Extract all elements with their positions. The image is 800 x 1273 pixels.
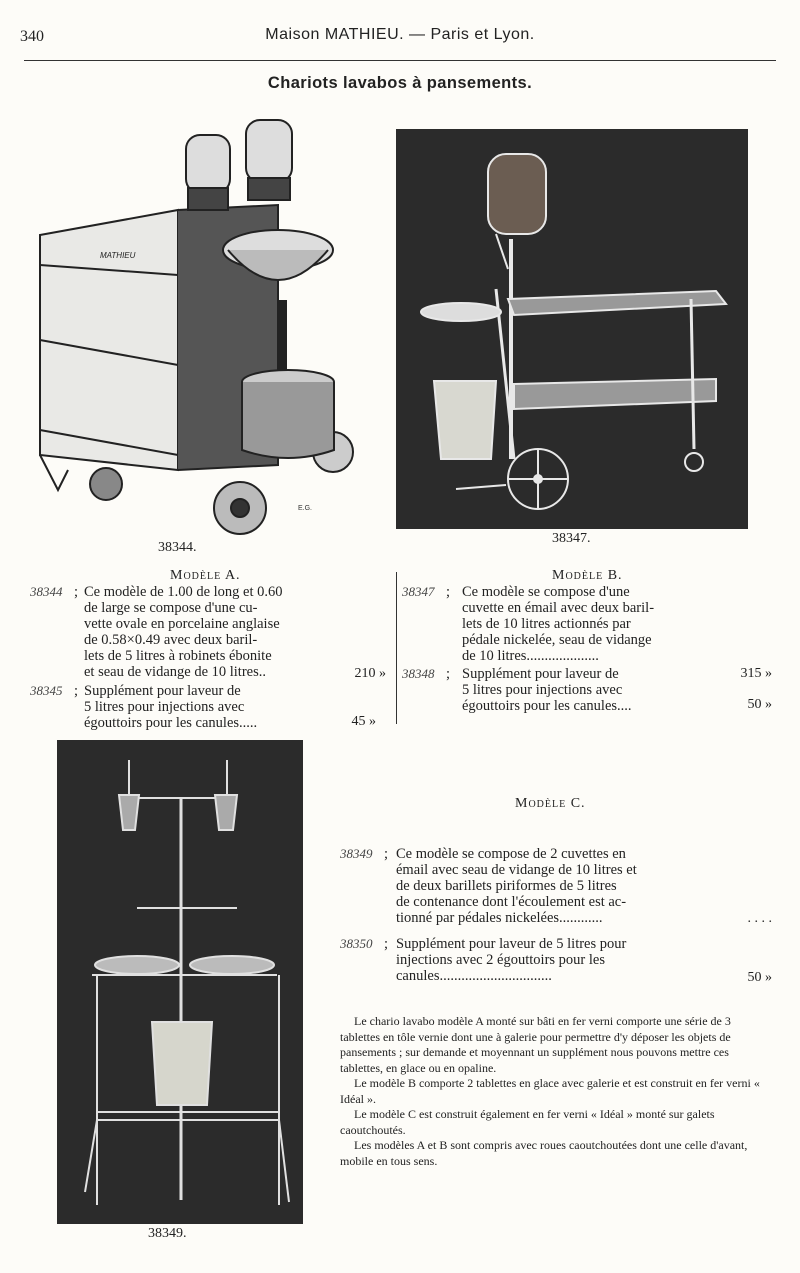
figure-a-mark: E.G. bbox=[298, 505, 313, 512]
running-title: Maison MATHIEU. — Paris et Lyon. bbox=[265, 26, 535, 43]
text-line: cuvette en émail avec deux baril- bbox=[462, 600, 655, 616]
text-line: et seau de vidange de 10 litres.. bbox=[84, 664, 266, 680]
entry-ref: 38349 bbox=[340, 846, 373, 861]
model-b-heading: Modèle B. bbox=[552, 568, 623, 583]
text-line: vette ovale en porcelaine anglaise bbox=[84, 616, 280, 632]
text-line: Supplément pour laveur de 5 litres pour bbox=[396, 936, 627, 952]
column-divider bbox=[396, 572, 397, 724]
model-b-supplement-description bbox=[462, 666, 708, 714]
text-line: canules............................... bbox=[396, 968, 552, 984]
header-rule bbox=[24, 60, 776, 61]
text-line: lets de 5 litres à robinets ébonite bbox=[84, 648, 272, 664]
text-line: de large se compose d'une cu- bbox=[84, 600, 258, 616]
model-a-heading: Modèle A. bbox=[170, 568, 241, 583]
note-paragraph: Le modèle B comporte 2 tablettes en glace avec galerie et est construit en fer verni « Idéal ». bbox=[340, 1076, 760, 1106]
text-line: tionné par pédales nickelées............ bbox=[396, 910, 603, 926]
text-line: Supplément pour laveur de bbox=[462, 666, 619, 682]
text-line: 5 litres pour injections avec bbox=[84, 699, 245, 715]
entry-ref: 38350 bbox=[340, 936, 373, 951]
section-title: Chariots lavabos à pansements. bbox=[267, 74, 533, 92]
model-b-price: 315 » bbox=[740, 666, 772, 681]
figure-b-photo bbox=[396, 129, 748, 529]
model-c-description bbox=[396, 846, 720, 926]
figure-c-caption: 38349. bbox=[148, 1226, 187, 1241]
model-a-supplement-price: 45 » bbox=[351, 714, 376, 729]
text-line: lets de 10 litres actionnés par bbox=[462, 616, 631, 632]
text-line: de 10 litres.................... bbox=[462, 648, 599, 664]
text-line: Supplément pour laveur de bbox=[84, 683, 241, 699]
figure-a-illustration bbox=[28, 110, 358, 540]
model-a-supplement-description bbox=[84, 683, 334, 731]
note-paragraph: Le modèle C est construit également en fer verni « Idéal » monté sur galets caoutchoutés. bbox=[340, 1107, 715, 1137]
model-c-heading: Modèle C. bbox=[515, 796, 586, 811]
text-line: Ce modèle de 1.00 de long et 0.60 bbox=[84, 584, 283, 600]
note-paragraph: Le chario lavabo modèle A monté sur bâti en fer verni comporte une série de 3 tablettes en tôle vernie dont une à galerie pour permettre d'y déposer les objets de pansements ; sur demande et moyennant un supplément nous pouvons mettre ces tablettes, en glace ou en opaline. bbox=[340, 1014, 731, 1075]
model-b-description bbox=[462, 584, 708, 664]
text-line: émail avec seau de vidange de 10 litres et bbox=[396, 862, 637, 878]
text-line: égouttoirs pour les canules.... bbox=[462, 698, 632, 714]
entry-ref: 38347 bbox=[402, 584, 435, 599]
figure-a-brand: MATHIEU bbox=[100, 251, 136, 260]
model-a-description bbox=[84, 584, 334, 680]
model-c-supplement-description bbox=[396, 936, 720, 984]
text-line: de 0.58×0.49 avec deux baril- bbox=[84, 632, 258, 648]
entry-ref: 38344 bbox=[30, 584, 63, 599]
entry-ref: 38348 bbox=[402, 666, 435, 681]
model-c-supplement-price: 50 » bbox=[747, 970, 772, 985]
model-b-supplement-price: 50 » bbox=[747, 697, 772, 712]
entry-ref: 38345 bbox=[30, 683, 63, 698]
text-line: injections avec 2 égouttoirs pour les bbox=[396, 952, 605, 968]
model-a-price: 210 » bbox=[354, 666, 386, 681]
model-c-price: . . . . bbox=[747, 911, 772, 926]
text-line: Ce modèle se compose d'une bbox=[462, 584, 630, 600]
text-line: pédale nickelée, seau de vidange bbox=[462, 632, 652, 648]
text-line: de contenance dont l'écoulement est ac- bbox=[396, 894, 627, 910]
text-line: égouttoirs pour les canules..... bbox=[84, 715, 258, 731]
figure-b-caption: 38347. bbox=[552, 531, 591, 546]
note-paragraph: Les modèles A et B sont compris avec roues caoutchoutées dont une celle d'avant, mobile en tous sens. bbox=[340, 1138, 748, 1168]
page-number: 340 bbox=[20, 28, 44, 45]
figure-a-caption: 38344. bbox=[158, 540, 197, 555]
figure-c-photo bbox=[57, 740, 303, 1224]
text-line: 5 litres pour injections avec bbox=[462, 682, 623, 698]
notes bbox=[340, 1014, 772, 1169]
text-line: Ce modèle se compose de 2 cuvettes en bbox=[396, 846, 626, 862]
text-line: de deux barillets piriformes de 5 litres bbox=[396, 878, 617, 894]
